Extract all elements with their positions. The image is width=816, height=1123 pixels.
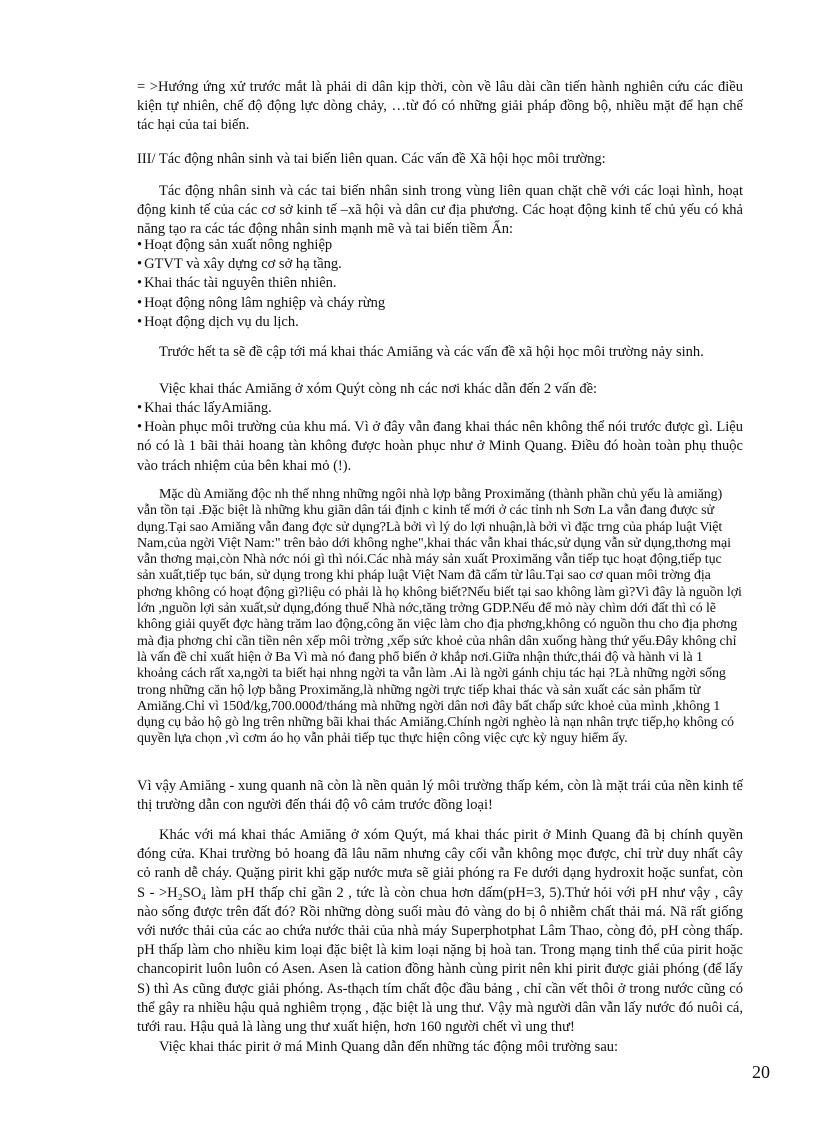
page-number: 20 <box>752 1062 770 1082</box>
paragraph-issues: Việc khai thác Amiăng ở xóm Quýt còng nh các nơi khác dẫn đến 2 vấn đề: <box>159 381 598 397</box>
paragraph-asbestos-intro: Trước hết ta sẽ đề cập tới má khai thác Amiăng và các vấn đề xã hội học môi trường nảy sinh. <box>159 344 704 360</box>
paragraph-asbestos-discussion: Mặc dù Amiăng độc nh thế nhng những ngôi nhà lợp bằng Proximăng (thành phần chủ yếu là amiăng) vẫn tồn tại .Đặc biệt là những khu giãn dân tái định c kinh tế mới ở các tỉnh nh Sơn La vẫn đang được sử dụng.Tại sao Amiăng vẫn đang đợc sử dụng?Là bởi vì lý do lợi nhuận,là bởi vì đặc trng của pháp luật Việt Nam,của ngời Việt Nam:" trên bảo dới không nghe",khai thác vẫn khai thác,sử dụng vẫn sử dụng,thơng mại vẫn thơng mại,còn Nhà nớc nói gì thì nói.Các nhà máy sản xuất Proximăng vẫn tiếp tục hoạt động,tiếp tục sản xuất,tiếp tục bán, sử dụng trong khi pháp luật Việt Nam đã cấm từ lâu.Tại sao cơ quan môi trờng địa phơng không có hoạt động gì?liệu có phải là họ không biết?Nếu biết tại sao không làm gì?Vì đây là nguồn lợi lớn ,nguồn lợi sản xuất,sử dụng,đóng thuế Nhà nớc,tăng trởng GDP.Nếu để mỏ này chìm dới đất thì có lẽ không giải quyết đợc hàng trăm lao động,công ăn việc làm cho địa phơng,không có nguồn thu cho địa phơng mà địa phơng chỉ cần tiền nên xếp môi trờng ,xếp sức khoẻ của nhân dân xuống hàng thứ yếu.Đây không chỉ là vấn đề chỉ xuất hiện ở Ba Vì mà nó đang phổ biến ở khắp nơi.Giữa nhận thức,thái độ và hành vi là 1 khoảng cách rất xa,ngời ta biết hại nhng ngời ta vẫn làm .Ai là ngời gánh chịu tác hại ?Là những ngời sống trong những căn hộ lợp bằng Proximăng,là những ngời trực tiếp khai thác và sản xuất các sản phẩm từ Amiăng.Chỉ vì 150đ/kg,700.000đ/tháng mà những ngời dân nơi đây bất chấp sức khoẻ của mình ,không 1 dụng cụ bảo hộ gò lng trên những bãi khai thác Amiăng.Chính ngời nghèo là nạn nhân trực tiếp,họ không có quyền lựa chọn ,vì cơm áo họ vẫn phải tiếp tục thực hiện công việc cực kỳ nguy hiểm ấy. <box>137 487 742 747</box>
paragraph-asbestos-conclusion: Vì vậy Amiăng - xung quanh nã còn là nền quản lý môi trường thấp kém, còn là mặt trái của nền kinh tế thị trường dẫn con người đến thái độ vô cảm trước đồng loại! <box>137 778 743 814</box>
list-item: • Hoạt động dịch vụ du lịch. <box>137 313 743 332</box>
paragraph-pyrite-impacts: Việc khai thác pirit ở má Minh Quang dẫn đến những tác động môi trường sau: <box>159 1039 619 1055</box>
activity-list <box>137 236 743 332</box>
list-item: • GTVT và xây dựng cơ sở hạ tầng. <box>137 255 743 274</box>
list-item: • Khai thác lấyAmiăng. <box>137 399 743 418</box>
section-heading: III/ Tác động nhân sinh và tai biến liên quan. Các vấn đề Xã hội học môi trường: <box>137 151 606 167</box>
list-item: • Hoạt động nông lâm nghiệp và cháy rừng <box>137 294 743 313</box>
list-item: • Hoạt động sản xuất nông nghiệp <box>137 236 743 255</box>
paragraph-pyrite-mine: Khác với má khai thác Amiăng ở xóm Quýt, má khai thác pirit ở Minh Quang đã bị chính quyền đóng cửa. Khai trường bỏ hoang đã lâu năm nhưng cây cối vẫn không mọc được, chỉ trừ duy nhất cây cỏ ranh dễ cháy. Quặng pirit khi gặp nước mưa sẽ giải phóng ra Fe dưới dạng hydroxit hoặc sunfat, còn S - >H₂SO₄ làm pH thấp chỉ gần 2 , tức là còn chua hơn dấm(pH=3, 5).Thử hỏi với pH như vậy , cây nào sống được trên đất đó? Rồi những dòng suối màu đỏ vàng do bị ô nhiễm chất thải má. Nã rất giống với nước thải của các ao chứa nước thải của nhà máy Superphotphat Lâm Thao, còng đỏ, pH còng thấp. pH thấp làm cho nhiều kim loại đặc biệt là kim loại nặng bị hoà tan. Trong mạng tinh thể của pirit hoặc chancopirit luôn luôn có Asen. Asen là cation đồng hành cùng pirit nên khi pirit được giải phóng (để lấy S) thì As cũng được giải phóng. As-thạch tím chất độc đầu bảng , chỉ cần vết thôi ở trong nước cũng có thể gây ra nhiều hậu quả nghiêm trọng , đặc biệt là ung thư. Vậy mà người dân vẫn lấy nước đó nuôi cá, tưới rau. Hậu quả là làng ung thư xuất hiện, hơn 160 người chết vì ung thư! <box>137 827 743 1036</box>
issues-list <box>137 399 743 476</box>
paragraph-conclusion: = >Hướng ứng xử trước mắt là phải di dân kịp thời, còn về lâu dài cần tiến hành nghiên cứu các điều kiện tự nhiên, chế độ động lực dòng chảy, …từ đó có những giải pháp đồng bộ, nhiều mặt để hạn chế tác hại của tai biến. <box>137 79 743 134</box>
paragraph-intro: Tác động nhân sinh và các tai biến nhân sinh trong vùng liên quan chặt chẽ với các loại hình, hoạt động kinh tế của các cơ sở kinh tế –xã hội và dân cư địa phương. Các hoạt động kinh tế chủ yếu có khả năng tạo ra các tác động nhân sinh mạnh mẽ và tai biến tiềm Ẩn: <box>137 183 743 238</box>
list-item: • Khai thác tài nguyên thiên nhiên. <box>137 274 743 293</box>
list-item: • Hoàn phục môi trường của khu má. Vì ở đây vẫn đang khai thác nên không thể nói trước được gì. Liệu nó có là 1 bãi thải hoang tàn không được hoàn phục như ở Minh Quang. Điều đó hoàn toàn phụ thuộc vào trách nhiệm của bên khai mỏ (!). <box>137 418 743 476</box>
